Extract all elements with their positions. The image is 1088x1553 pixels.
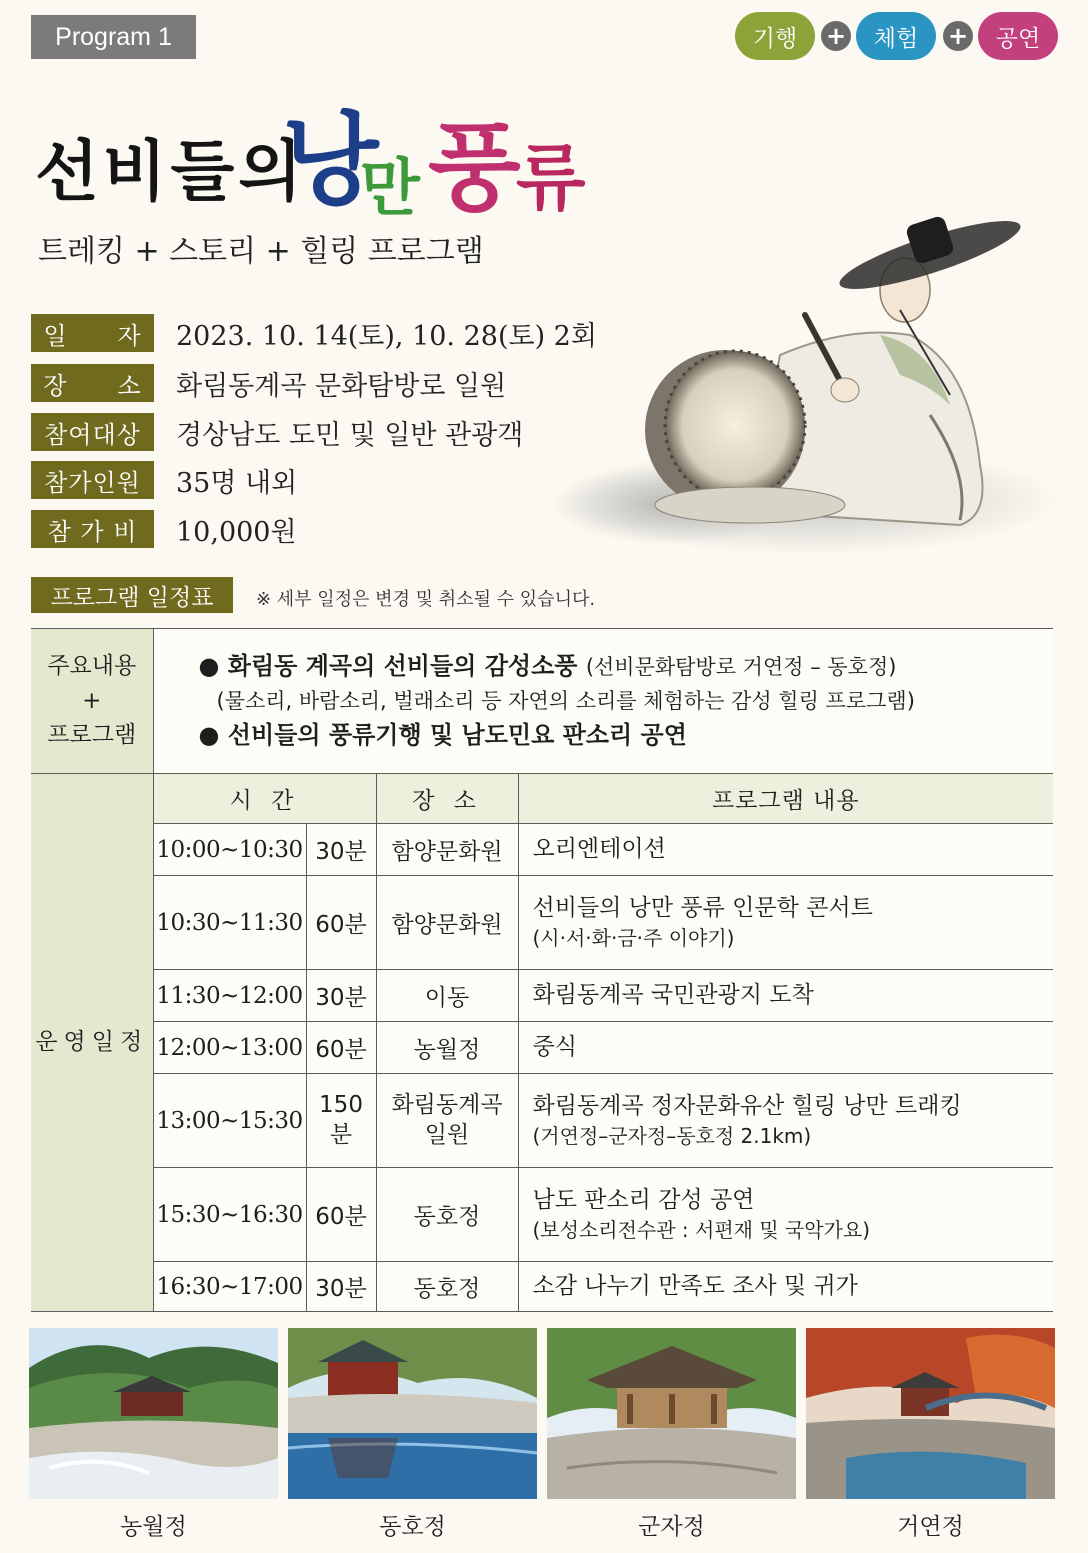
table-row bbox=[31, 1022, 1053, 1074]
photo-caption: 거연정 bbox=[897, 1514, 964, 1540]
info-value: 10,000원 bbox=[176, 516, 297, 548]
scholar-drum-illustration bbox=[550, 215, 1070, 565]
plus-icon: + bbox=[943, 21, 973, 51]
table-row bbox=[31, 1168, 1053, 1262]
info-row-target bbox=[31, 413, 523, 451]
table-cell: 10:00~10:30 bbox=[153, 824, 306, 876]
table-cell: 16:30~17:00 bbox=[153, 1262, 306, 1312]
table-cell: 화림동계곡 일원 bbox=[376, 1074, 518, 1168]
table-row bbox=[31, 876, 1053, 970]
info-label: 참 가 비 bbox=[31, 510, 154, 548]
schedule-note: ※ 세부 일정은 변경 및 취소될 수 있습니다. bbox=[256, 589, 596, 610]
photo-caption: 농월정 bbox=[120, 1514, 187, 1540]
info-label: 일 자 bbox=[31, 314, 154, 352]
header-time: 시 간 bbox=[153, 774, 376, 824]
table-header-row bbox=[31, 774, 1053, 824]
photo-donghojeong bbox=[288, 1328, 537, 1499]
table-cell: 15:30~16:30 bbox=[153, 1168, 306, 1262]
table-cell: 11:30~12:00 bbox=[153, 970, 306, 1022]
table-cell: 12:00~13:00 bbox=[153, 1022, 306, 1074]
table-row bbox=[31, 1074, 1053, 1168]
bullet-sub: (물소리, 바람소리, 벌래소리 등 자연의 소리를 체험하는 감성 힐링 프로그램) bbox=[216, 688, 915, 713]
info-value: 2023. 10. 14(토), 10. 28(토) 2회 bbox=[176, 320, 597, 352]
info-label: 참가인원 bbox=[31, 461, 154, 499]
table-cell: 60분 bbox=[306, 1022, 376, 1074]
info-value: 35명 내외 bbox=[176, 467, 298, 499]
table-cell: 13:00~15:30 bbox=[153, 1074, 306, 1168]
info-value: 경상남도 도민 및 일반 관광객 bbox=[176, 419, 524, 451]
main-content-cell bbox=[153, 629, 1053, 774]
schedule-table bbox=[31, 628, 1053, 1312]
table-cell: 150 분 bbox=[306, 1074, 376, 1168]
table-cell: 중식 bbox=[518, 1022, 1053, 1074]
table-cell: 함양문화원 bbox=[376, 824, 518, 876]
main-content-row bbox=[31, 629, 1053, 774]
table-row bbox=[31, 1262, 1053, 1312]
program-badge: Program 1 bbox=[31, 15, 196, 59]
table-cell: 화림동계곡 정자문화유산 힐링 낭만 트래킹 (거연정–군자정–동호정 2.1km) bbox=[518, 1074, 1053, 1168]
info-row-fee bbox=[31, 510, 297, 548]
tag-travel: 기행 bbox=[735, 12, 815, 60]
table-cell: 10:30~11:30 bbox=[153, 876, 306, 970]
table-cell: 농월정 bbox=[376, 1022, 518, 1074]
table-cell: 60분 bbox=[306, 1168, 376, 1262]
bullet-item: ● 선비들의 풍류기행 및 남도민요 판소리 공연 bbox=[198, 721, 687, 750]
table-cell: 30분 bbox=[306, 970, 376, 1022]
table-cell: 함양문화원 bbox=[376, 876, 518, 970]
title-char-nang: 낭 bbox=[282, 101, 379, 219]
title-part1: 선비들의 bbox=[35, 132, 307, 210]
table-cell: 소감 나누기 만족도 조사 및 귀가 bbox=[518, 1262, 1053, 1312]
plus-icon: + bbox=[821, 21, 851, 51]
info-label: 참여대상 bbox=[31, 413, 154, 451]
table-cell: 남도 판소리 감성 공연 (보성소리전수관 : 서편재 및 국악가요) bbox=[518, 1168, 1053, 1262]
tag-performance: 공연 bbox=[978, 12, 1058, 60]
table-cell: 동호정 bbox=[376, 1262, 518, 1312]
bullet-item: ● 화림동 계곡의 선비들의 감성소풍 (선비문화탐방로 거연정 – 동호정) bbox=[198, 651, 897, 680]
photo-caption: 동호정 bbox=[379, 1514, 446, 1540]
title-char-man: 만 bbox=[360, 151, 420, 224]
table-cell: 선비들의 낭만 풍류 인문학 콘서트 (시·서·화·금·주 이야기) bbox=[518, 876, 1053, 970]
table-cell: 동호정 bbox=[376, 1168, 518, 1262]
info-row-date bbox=[31, 314, 597, 352]
table-cell: 30분 bbox=[306, 824, 376, 876]
schedule-label: 프로그램 일정표 bbox=[31, 577, 233, 613]
table-cell: 오리엔테이션 bbox=[518, 824, 1053, 876]
info-row-place bbox=[31, 364, 506, 402]
info-value: 화림동계곡 문화탐방로 일원 bbox=[176, 370, 507, 402]
photo-gunjajeong bbox=[547, 1328, 796, 1499]
table-row bbox=[31, 970, 1053, 1022]
subtitle: 트레킹 + 스토리 + 힐링 프로그램 bbox=[38, 234, 484, 269]
table-cell: 화림동계곡 국민관광지 도착 bbox=[518, 970, 1053, 1022]
tag-experience: 체험 bbox=[856, 12, 936, 60]
table-row bbox=[31, 824, 1053, 876]
photo-nongwoljeong bbox=[29, 1328, 278, 1499]
title-char-ryu: 류 bbox=[516, 135, 586, 220]
header-place: 장 소 bbox=[376, 774, 518, 824]
info-label: 장 소 bbox=[31, 364, 154, 402]
photo-caption: 군자정 bbox=[638, 1514, 705, 1540]
table-cell: 30분 bbox=[306, 1262, 376, 1312]
photo-geoyeonjeong bbox=[806, 1328, 1055, 1499]
main-content-label: 주요내용 + 프로그램 bbox=[31, 629, 153, 774]
table-cell: 60분 bbox=[306, 876, 376, 970]
info-row-capacity bbox=[31, 461, 297, 499]
header-content: 프로그램 내용 bbox=[518, 774, 1053, 824]
ops-label: 운영일정 bbox=[31, 774, 153, 1312]
table-cell: 이동 bbox=[376, 970, 518, 1022]
title-char-pung: 풍 bbox=[428, 111, 521, 224]
